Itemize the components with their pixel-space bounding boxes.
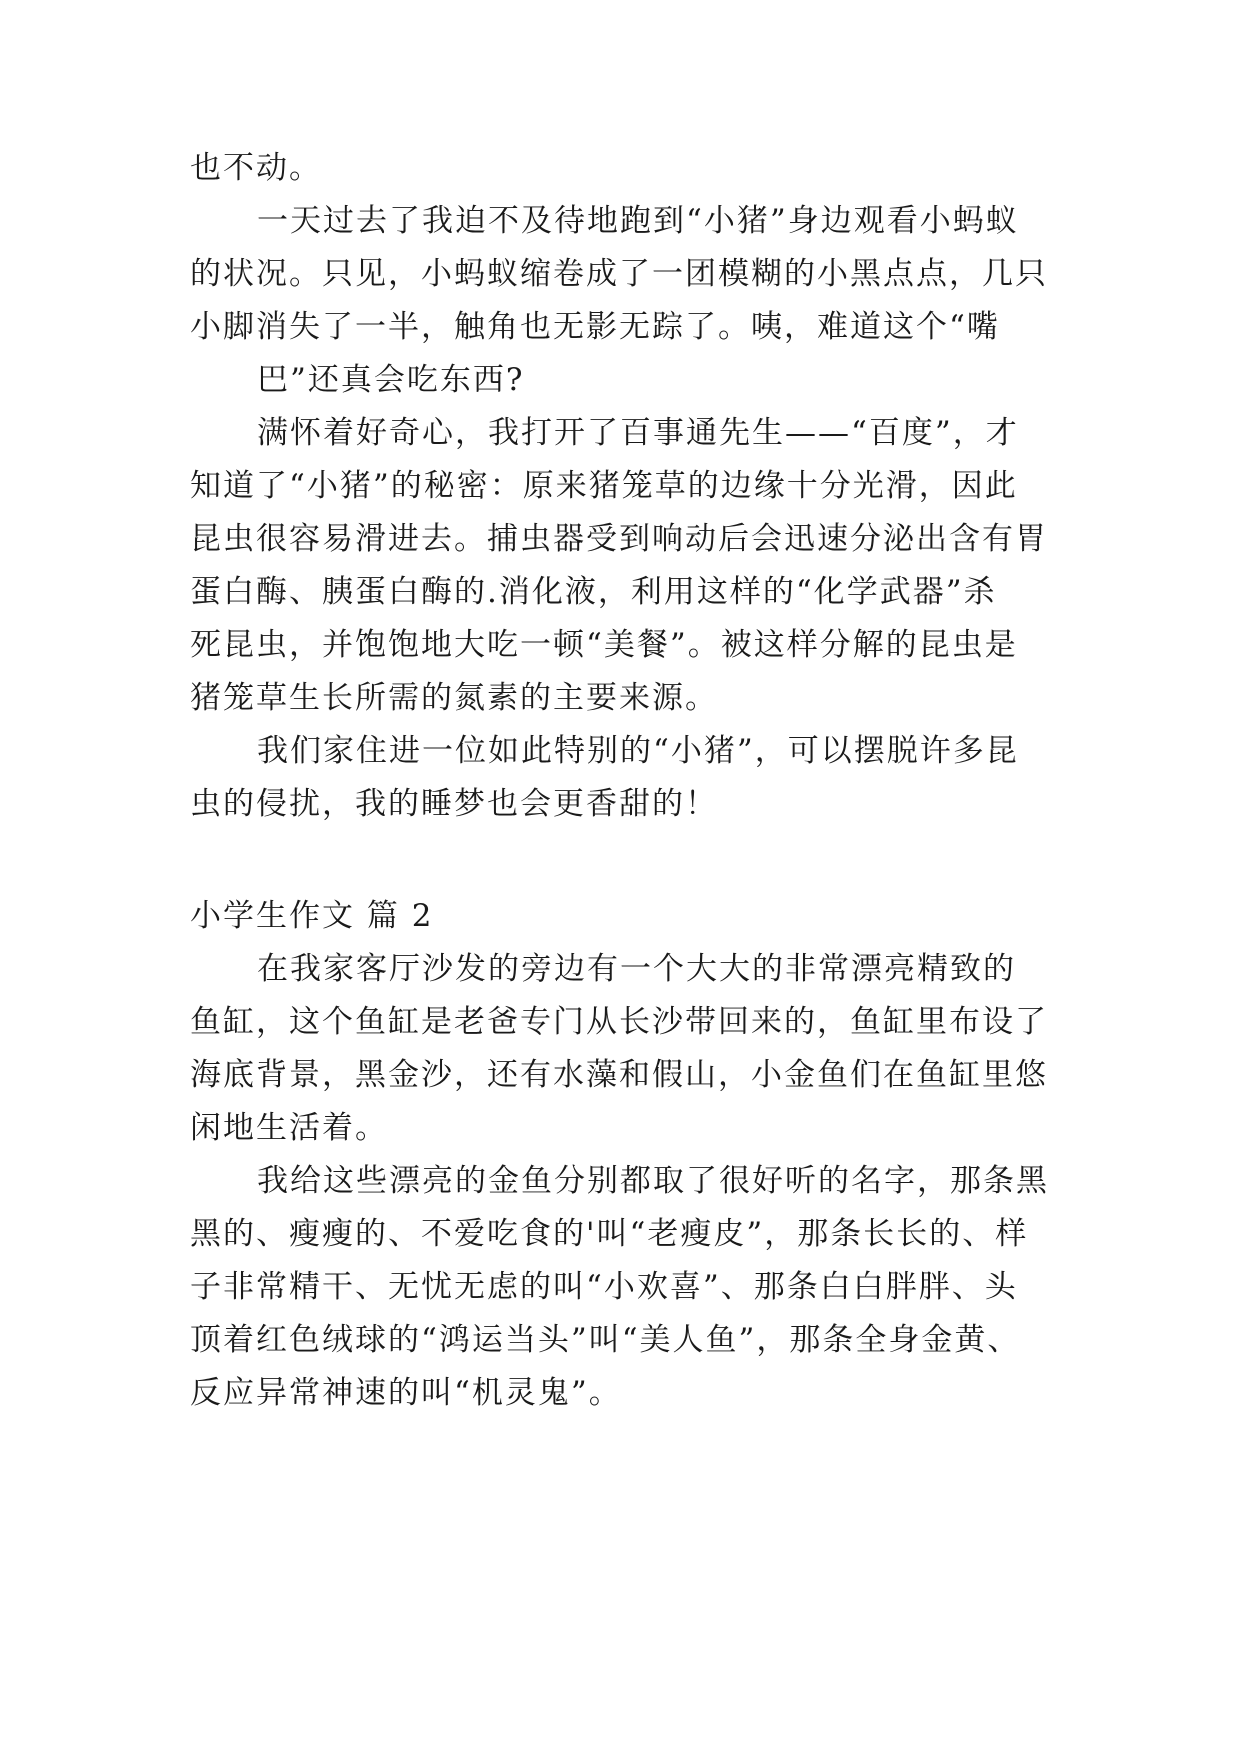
text-line: 昆虫很容易滑进去。捕虫器受到响动后会迅速分泌出含有胃: [190, 521, 1048, 557]
text-line: 鱼缸，这个鱼缸是老爸专门从长沙带回来的，鱼缸里布设了: [190, 1004, 1048, 1040]
text-line: 反应异常神速的叫“机灵鬼”。: [190, 1375, 622, 1411]
text-line: 虫的侵扰，我的睡梦也会更香甜的！: [190, 786, 718, 822]
text-line: 闲地生活着。: [190, 1110, 388, 1146]
text-line: 死昆虫，并饱饱地大吃一顿“美餐”。被这样分解的昆虫是: [190, 627, 1018, 663]
paragraph-start: 一天过去了我迫不及待地跑到“小猪”身边观看小蚂蚁: [257, 203, 1019, 239]
text-line: 蛋白酶、胰蛋白酶的.消化液，利用这样的“化学武器”杀: [190, 574, 997, 610]
text-line: 黑的、瘦瘦的、不爱吃食的'叫“老瘦皮”，那条长长的、样: [190, 1216, 1029, 1252]
text-line: 也不动。: [190, 150, 322, 186]
paragraph-start: 满怀着好奇心，我打开了百事通先生——“百度”，才: [257, 415, 1019, 451]
section-heading: 小学生作文 篇 2: [190, 898, 434, 934]
text-line: 巴”还真会吃东西?: [257, 362, 525, 398]
paragraph-start: 我们家住进一位如此特别的“小猪”，可以摆脱许多昆: [257, 733, 1019, 769]
text-line: 海底背景，黑金沙，还有水藻和假山，小金鱼们在鱼缸里悠: [190, 1057, 1048, 1093]
text-line: 小脚消失了一半，触角也无影无踪了。咦，难道这个“嘴: [190, 309, 1000, 345]
paragraph-start: 我给这些漂亮的金鱼分别都取了很好听的名字，那条黑: [257, 1163, 1049, 1199]
text-line: 子非常精干、无忧无虑的叫“小欢喜”、那条白白胖胖、头: [190, 1269, 1018, 1305]
text-line: 的状况。只见，小蚂蚁缩卷成了一团模糊的小黑点点，几只: [190, 256, 1048, 292]
text-line: 猪笼草生长所需的氮素的主要来源。: [190, 680, 718, 716]
paragraph-start: 在我家客厅沙发的旁边有一个大大的非常漂亮精致的: [257, 951, 1016, 987]
text-line: 知道了“小猪”的秘密：原来猪笼草的边缘十分光滑，因此: [190, 468, 1018, 504]
text-line: 顶着红色绒球的“鸿运当头”叫“美人鱼”，那条全身金黄、: [190, 1322, 1021, 1358]
